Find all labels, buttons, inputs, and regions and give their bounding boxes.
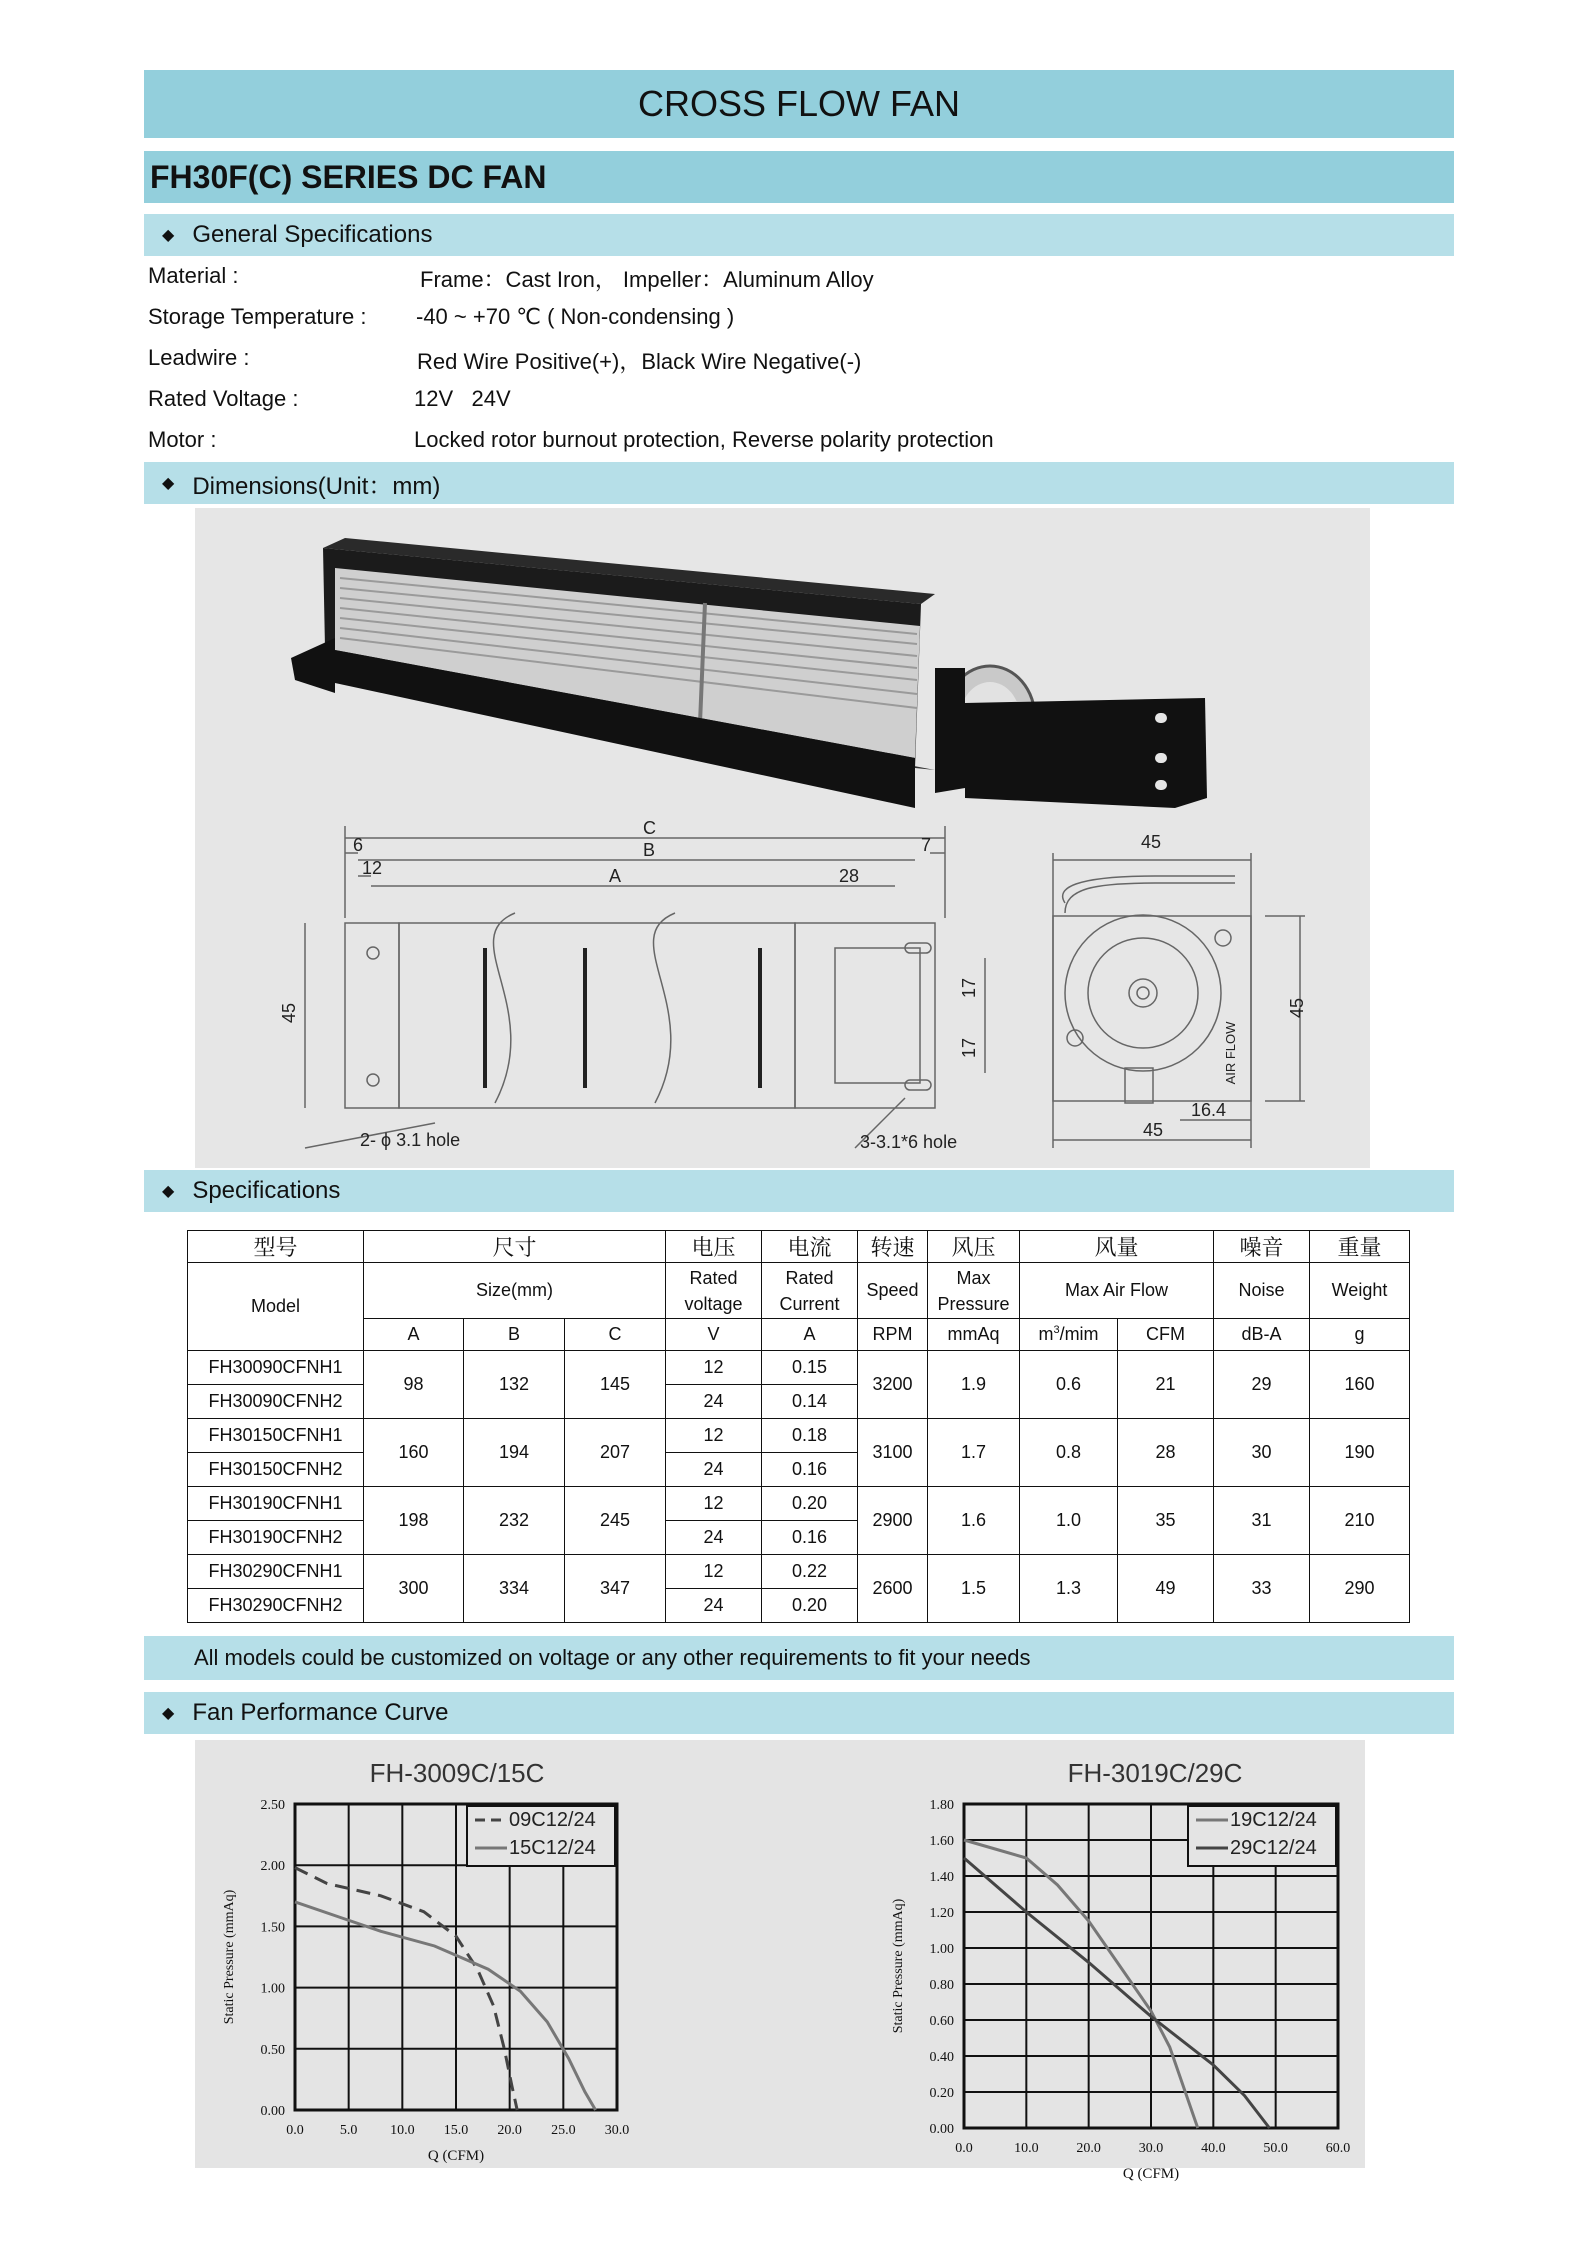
th-current-cn: 电流 <box>762 1231 858 1263</box>
cell-rpm: 3200 <box>858 1351 928 1419</box>
cell-amp: 0.15 <box>762 1351 858 1385</box>
x-tick-label: 20.0 <box>497 2123 522 2138</box>
spec-storage-value: -40 ~ +70 ℃ ( Non-condensing ) <box>416 304 735 329</box>
th-rated-voltage-1: Rated <box>689 1267 738 1288</box>
spec-voltage-label: Rated Voltage : <box>148 386 299 411</box>
cell-model: FH30290CFNH2 <box>188 1589 364 1623</box>
x-tick-label: 30.0 <box>604 2123 630 2138</box>
cell-a: 198 <box>364 1487 464 1555</box>
cell-c: 245 <box>565 1487 666 1555</box>
th-noise-cn: 噪音 <box>1214 1231 1310 1263</box>
th-size-cn: 尺寸 <box>364 1231 666 1263</box>
y-tick-label: 0.00 <box>260 2104 285 2119</box>
table-row <box>188 1487 1410 1521</box>
th-model-cn: 型号 <box>188 1231 364 1263</box>
table-row <box>188 1555 1410 1589</box>
series-line-2 <box>295 1902 596 2110</box>
table-header-en <box>188 1263 1410 1319</box>
x-tick-label: 0.0 <box>955 2141 973 2156</box>
cell-g: 160 <box>1310 1351 1410 1419</box>
airflow-label: AIR FLOW <box>1223 1021 1238 1085</box>
unit-m3 <box>1020 1319 1118 1351</box>
bullet-icon: ◆ <box>162 1183 175 1200</box>
y-axis-label: Static Pressure (mmAq) <box>222 1889 237 2025</box>
side-dim-45-bottom: 45 <box>1143 1120 1164 1140</box>
cell-g: 190 <box>1310 1419 1410 1487</box>
cell-m3: 1.0 <box>1020 1487 1118 1555</box>
cell-amp: 0.22 <box>762 1555 858 1589</box>
specs-table-wrap <box>187 1230 1410 1623</box>
spec-motor-value: Locked rotor burnout protection, Reverse polarity protection <box>414 427 994 452</box>
x-tick-label: 0.0 <box>286 2123 304 2138</box>
dim-45: 45 <box>279 1002 299 1024</box>
x-tick-label: 20.0 <box>1076 2141 1101 2156</box>
th-size: Size(mm) <box>364 1263 666 1319</box>
unit-m3-base: m <box>1038 1324 1054 1344</box>
th-pressure-cn: 风压 <box>928 1231 1020 1263</box>
cell-mmaq: 1.5 <box>928 1555 1020 1623</box>
section-curve <box>144 1692 1454 1734</box>
bullet-icon: ◆ <box>162 1705 175 1722</box>
cell-g: 290 <box>1310 1555 1410 1623</box>
cell-c: 145 <box>565 1351 666 1419</box>
section-general-label: General Specifications <box>192 221 433 248</box>
x-tick-label: 10.0 <box>1014 2141 1039 2156</box>
unit-a: A <box>364 1319 464 1351</box>
chart-title: FH-3019C/29C <box>1067 1758 1243 1788</box>
cell-amp: 0.14 <box>762 1385 858 1419</box>
y-tick-label: 0.40 <box>929 2050 954 2065</box>
spec-motor-label: Motor : <box>148 427 217 452</box>
th-rated-voltage-2: voltage <box>684 1293 743 1314</box>
table-row <box>188 1351 1410 1385</box>
unit-rpm: RPM <box>858 1319 928 1351</box>
cell-cfm: 49 <box>1118 1555 1214 1623</box>
performance-curves <box>195 1740 1365 2182</box>
y-tick-label: 1.80 <box>929 1798 954 1813</box>
x-axis-label: Q (CFM) <box>427 2148 485 2164</box>
side-view-drawing <box>1053 853 1305 1148</box>
side-dim-45-top: 45 <box>1141 832 1162 852</box>
side-dim-16-4: 16.4 <box>1191 1100 1227 1120</box>
unit-cfm: CFM <box>1118 1319 1214 1351</box>
cell-mmaq: 1.6 <box>928 1487 1020 1555</box>
page-title-text: CROSS FLOW FAN <box>637 83 961 124</box>
customization-note <box>144 1636 1454 1680</box>
x-tick-label: 15.0 <box>443 2123 469 2138</box>
spec-voltage-value: 12V 24V <box>414 386 511 411</box>
cell-volt: 24 <box>666 1589 762 1623</box>
th-rated-voltage <box>666 1263 762 1319</box>
legend-label-1: 09C12/24 <box>509 1809 596 1831</box>
x-tick-label: 40.0 <box>1201 2141 1226 2156</box>
cell-volt: 12 <box>666 1487 762 1521</box>
cell-model: FH30290CFNH1 <box>188 1555 364 1589</box>
legend-label-2: 29C12/24 <box>1230 1837 1317 1859</box>
dim-c: C <box>643 818 656 838</box>
x-tick-label: 10.0 <box>390 2123 415 2138</box>
dim-b: B <box>643 840 656 860</box>
cell-amp: 0.16 <box>762 1453 858 1487</box>
unit-g: g <box>1310 1319 1410 1351</box>
unit-mmaq: mmAq <box>928 1319 1020 1351</box>
y-tick-label: 1.00 <box>929 1942 954 1957</box>
side-dim-45-right: 45 <box>1287 997 1307 1019</box>
series-line-1 <box>295 1868 517 2110</box>
dim-12: 12 <box>362 858 383 878</box>
dim-17-lower: 17 <box>959 1037 979 1059</box>
cell-rpm: 2600 <box>858 1555 928 1623</box>
cell-volt: 24 <box>666 1453 762 1487</box>
y-tick-label: 1.20 <box>929 1906 954 1921</box>
cell-volt: 24 <box>666 1385 762 1419</box>
y-axis-label: Static Pressure (mmAq) <box>891 1898 906 2034</box>
dim-a: A <box>609 866 622 886</box>
y-tick-label: 1.60 <box>929 1834 954 1849</box>
dim-6: 6 <box>353 835 364 855</box>
cell-b: 334 <box>464 1555 565 1623</box>
unit-amp: A <box>762 1319 858 1351</box>
section-dimensions-label: Dimensions(Unit：mm) <box>192 472 441 500</box>
cell-volt: 12 <box>666 1419 762 1453</box>
cell-mmaq: 1.7 <box>928 1419 1020 1487</box>
fan-photo <box>291 538 1207 808</box>
cell-m3: 0.6 <box>1020 1351 1118 1419</box>
cell-model: FH30150CFNH2 <box>188 1453 364 1487</box>
spec-storage-label: Storage Temperature : <box>148 304 367 329</box>
hole-label-right: 3-3.1*6 hole <box>860 1132 958 1152</box>
cell-amp: 0.16 <box>762 1521 858 1555</box>
y-tick-label: 2.00 <box>260 1859 285 1875</box>
cell-a: 160 <box>364 1419 464 1487</box>
y-tick-label: 2.50 <box>260 1798 285 1813</box>
cell-amp: 0.18 <box>762 1419 858 1453</box>
unit-m3-sup: 3 <box>1053 1324 1060 1336</box>
table-row <box>188 1419 1410 1453</box>
series-title <box>144 151 1454 203</box>
th-airflow-cn: 风量 <box>1020 1231 1214 1263</box>
spec-leadwire-value: Red Wire Positive(+)，Black Wire Negative(-) <box>417 349 862 374</box>
legend-label-1: 19C12/24 <box>1230 1809 1317 1831</box>
cell-model: FH30190CFNH2 <box>188 1521 364 1555</box>
cell-mmaq: 1.9 <box>928 1351 1020 1419</box>
th-weight-cn: 重量 <box>1310 1231 1410 1263</box>
series-line-2 <box>964 1858 1269 2128</box>
unit-c: C <box>565 1319 666 1351</box>
unit-b: B <box>464 1319 565 1351</box>
cell-cfm: 35 <box>1118 1487 1214 1555</box>
legend-label-2: 15C12/24 <box>509 1837 596 1859</box>
th-max-pressure <box>928 1263 1020 1319</box>
unit-dba: dB-A <box>1214 1319 1310 1351</box>
cell-dba: 29 <box>1214 1351 1310 1419</box>
dim-7: 7 <box>921 835 932 855</box>
th-max-pressure-1: Max <box>956 1267 991 1288</box>
page-title <box>144 70 1454 138</box>
th-rated-current <box>762 1263 858 1319</box>
cell-m3: 0.8 <box>1020 1419 1118 1487</box>
cell-model: FH30150CFNH1 <box>188 1419 364 1453</box>
cell-volt: 12 <box>666 1555 762 1589</box>
cell-rpm: 2900 <box>858 1487 928 1555</box>
unit-m3-rest: /mim <box>1059 1324 1099 1344</box>
cell-dba: 30 <box>1214 1419 1310 1487</box>
section-specifications-label: Specifications <box>192 1177 341 1204</box>
section-general <box>144 214 1454 256</box>
th-model: Model <box>188 1263 364 1351</box>
y-tick-label: 1.00 <box>260 1981 285 1997</box>
table-header-units <box>188 1319 1410 1351</box>
y-tick-label: 0.80 <box>929 1978 954 1993</box>
cell-model: FH30090CFNH1 <box>188 1351 364 1385</box>
hole-label-left: 2- ϕ 3.1 hole <box>360 1130 461 1150</box>
cell-dba: 31 <box>1214 1487 1310 1555</box>
series-title-text: FH30F(C) SERIES DC FAN <box>150 158 547 195</box>
cell-g: 210 <box>1310 1487 1410 1555</box>
y-tick-label: 0.50 <box>260 2042 285 2058</box>
cell-volt: 24 <box>666 1521 762 1555</box>
x-tick-label: 50.0 <box>1263 2141 1288 2156</box>
th-speed-cn: 转速 <box>858 1231 928 1263</box>
bullet-icon: ◆ <box>162 227 175 244</box>
x-tick-label: 5.0 <box>339 2123 358 2138</box>
y-tick-label: 0.20 <box>929 2086 954 2101</box>
cell-amp: 0.20 <box>762 1589 858 1623</box>
cell-rpm: 3100 <box>858 1419 928 1487</box>
product-image-panel <box>195 508 1370 1168</box>
spec-material-label: Material : <box>148 263 239 288</box>
cell-c: 207 <box>565 1419 666 1487</box>
cell-volt: 12 <box>666 1351 762 1385</box>
cell-cfm: 21 <box>1118 1351 1214 1419</box>
y-tick-label: 1.50 <box>260 1920 285 1936</box>
cell-c: 347 <box>565 1555 666 1623</box>
customization-note-text: All models could be customized on voltage or any other requirements to fit your needs <box>194 1645 1031 1670</box>
th-voltage-cn: 电压 <box>666 1231 762 1263</box>
x-axis-label: Q (CFM) <box>1122 2166 1180 2182</box>
cell-b: 194 <box>464 1419 565 1487</box>
cell-dba: 33 <box>1214 1555 1310 1623</box>
y-tick-label: 0.00 <box>929 2122 954 2137</box>
th-max-airflow: Max Air Flow <box>1020 1263 1214 1319</box>
cell-a: 98 <box>364 1351 464 1419</box>
x-tick-label: 30.0 <box>1138 2141 1164 2156</box>
front-view-drawing <box>305 826 985 1148</box>
cell-b: 232 <box>464 1487 565 1555</box>
cell-m3: 1.3 <box>1020 1555 1118 1623</box>
cell-a: 300 <box>364 1555 464 1623</box>
dim-28: 28 <box>839 866 860 886</box>
fan-illustration <box>195 508 1370 1168</box>
th-speed: Speed <box>858 1263 928 1319</box>
th-rated-current-1: Rated <box>785 1267 834 1288</box>
section-dimensions <box>144 462 1454 504</box>
table-header-cn <box>188 1231 1410 1263</box>
spec-leadwire-label: Leadwire : <box>148 345 250 370</box>
y-tick-label: 1.40 <box>929 1870 954 1885</box>
bullet-icon: ◆ <box>162 475 175 492</box>
section-specifications <box>144 1170 1454 1212</box>
th-rated-current-2: Current <box>779 1293 840 1314</box>
th-weight: Weight <box>1310 1263 1410 1319</box>
performance-curves-panel <box>195 1740 1365 2182</box>
y-tick-label: 0.60 <box>929 2014 954 2029</box>
specs-table <box>187 1230 1410 1623</box>
cell-cfm: 28 <box>1118 1419 1214 1487</box>
th-max-pressure-2: Pressure <box>937 1293 1010 1314</box>
unit-v: V <box>666 1319 762 1351</box>
chart-title: FH-3009C/15C <box>369 1758 545 1788</box>
cell-model: FH30090CFNH2 <box>188 1385 364 1419</box>
spec-material-value: Frame：Cast Iron， Impeller：Aluminum Alloy <box>420 267 874 292</box>
x-tick-label: 25.0 <box>551 2123 576 2138</box>
th-noise: Noise <box>1214 1263 1310 1319</box>
cell-amp: 0.20 <box>762 1487 858 1521</box>
cell-model: FH30190CFNH1 <box>188 1487 364 1521</box>
section-curve-label: Fan Performance Curve <box>192 1699 449 1726</box>
x-tick-label: 60.0 <box>1325 2141 1351 2156</box>
dim-17-upper: 17 <box>959 977 979 999</box>
cell-b: 132 <box>464 1351 565 1419</box>
